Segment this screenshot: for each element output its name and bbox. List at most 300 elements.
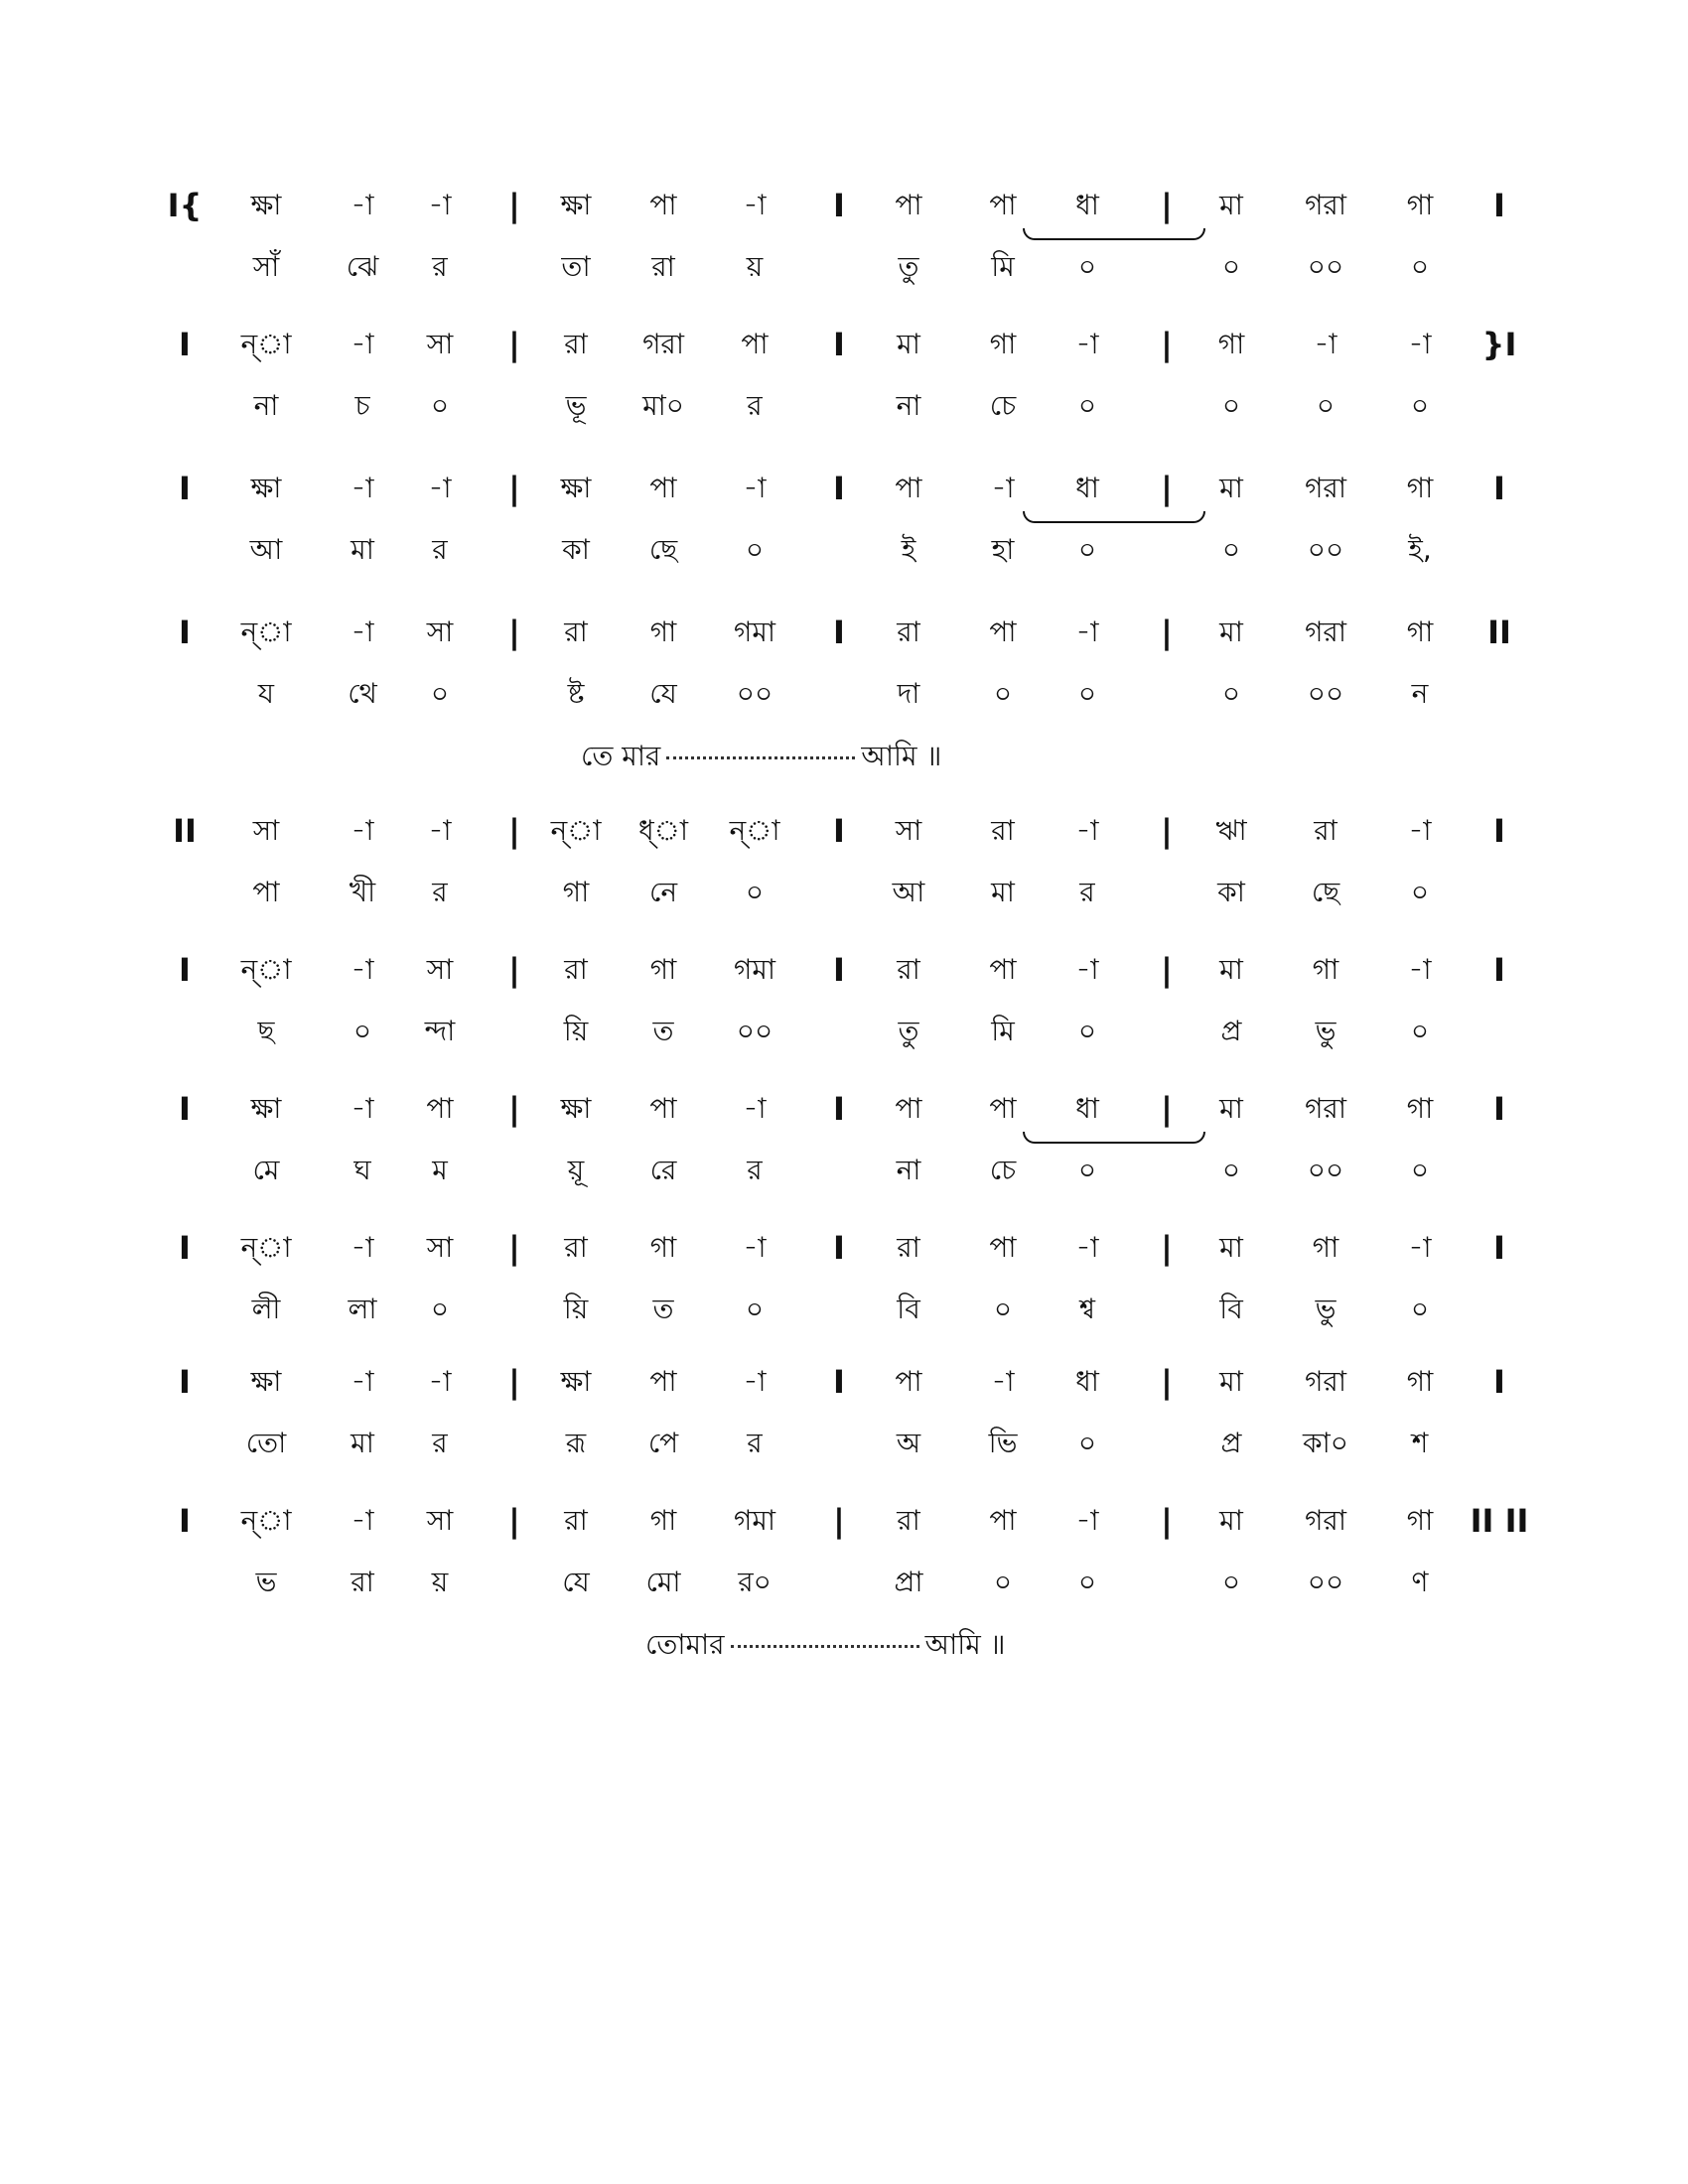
notation-system — [0, 1231, 1688, 1340]
note-cell: পা — [649, 1092, 677, 1125]
note-cell: ন্‌া — [240, 615, 292, 648]
lyric-syllable: ০০ — [1307, 250, 1344, 283]
notation-system — [0, 1092, 1688, 1201]
lyric-syllable: চে — [989, 389, 1017, 422]
lyric-syllable: র — [747, 1154, 763, 1186]
lyric-syllable: দা — [897, 677, 920, 710]
note-cell: ন্‌া — [240, 328, 292, 360]
note-cell: রা — [897, 953, 920, 986]
lyric-syllable: ০ — [1077, 533, 1097, 566]
note-cell: -া — [428, 1365, 452, 1398]
note-cell: রা — [564, 328, 588, 360]
lyric-syllable: ত — [652, 1015, 674, 1047]
note-cell: মা — [1219, 1504, 1243, 1537]
lyric-syllable: কা০ — [1303, 1427, 1348, 1459]
lyric-syllable: ০ — [1221, 533, 1241, 566]
note-cell: পা — [426, 1092, 454, 1125]
lyric-syllable: য — [257, 677, 275, 710]
lyric-syllable: ম — [432, 1154, 448, 1186]
lyric-syllable: যে — [562, 1566, 590, 1598]
note-cell: ধা — [1075, 1092, 1099, 1125]
note-cell: মা — [1219, 1365, 1243, 1398]
lyric-syllable: র — [432, 250, 448, 283]
note-cell: ন্‌া — [550, 814, 602, 847]
note-cell: মা — [1219, 1231, 1243, 1264]
note-cell: গরা — [1305, 472, 1346, 504]
lyric-syllable: চে — [989, 1154, 1017, 1186]
lyric-syllable: য়ি — [563, 1293, 589, 1325]
note-cell: সা — [426, 328, 454, 360]
note-cell: ধা — [1075, 189, 1099, 221]
note-cell: -া — [1314, 328, 1337, 360]
note-cell: -া — [1075, 1504, 1099, 1537]
note-cell: সা — [426, 1504, 454, 1537]
lyric-syllable: প্র — [1220, 1015, 1242, 1047]
system-start-barline: I — [179, 1229, 191, 1267]
system-end-barline: I — [1493, 1090, 1505, 1128]
note-cell: গা — [1406, 1092, 1434, 1125]
lyric-syllable: ০০ — [1307, 1154, 1344, 1186]
note-cell: গা — [649, 953, 677, 986]
lyric-syllable: ০০ — [736, 677, 774, 710]
lyric-syllable: ভ — [255, 1566, 277, 1598]
beat-divider: | — [1161, 187, 1173, 224]
lyric-syllable: র — [432, 1427, 448, 1459]
lyric-syllable: না — [896, 389, 921, 422]
lyric-syllable: র — [432, 533, 448, 566]
note-cell: গরা — [1305, 189, 1346, 221]
lyric-syllable: খী — [349, 876, 376, 908]
system-start-barline: I — [179, 1502, 191, 1540]
beat-divider: | — [508, 1090, 520, 1128]
note-cell: রা — [897, 615, 920, 648]
note-cell: গা — [1406, 189, 1434, 221]
measure-barline: I — [833, 614, 845, 651]
beat-divider: | — [508, 1363, 520, 1401]
refrain-start: তোমার — [645, 1628, 725, 1661]
lyric-syllable: আ — [892, 876, 925, 908]
system-end-barline: I — [1493, 1363, 1505, 1401]
beat-divider: | — [1161, 326, 1173, 363]
note-cell: -া — [351, 328, 374, 360]
lyric-syllable: র — [747, 389, 763, 422]
note-cell: মা — [1219, 189, 1243, 221]
note-cell: পা — [895, 1092, 922, 1125]
note-cell: সা — [895, 814, 922, 847]
note-cell: -া — [991, 1365, 1015, 1398]
beat-divider: | — [508, 1229, 520, 1267]
lyric-syllable: য় — [746, 250, 764, 283]
note-cell: পা — [989, 615, 1017, 648]
lyric-syllable: পে — [647, 1427, 679, 1459]
note-cell: -া — [428, 472, 452, 504]
lyric-syllable: ঝে — [346, 250, 379, 283]
lyric-syllable: বি — [897, 1293, 920, 1325]
lyric-syllable: ০ — [1077, 1566, 1097, 1598]
notation-system — [0, 614, 1688, 772]
note-cell: -া — [428, 814, 452, 847]
measure-barline: I — [833, 1090, 845, 1128]
lyric-syllable: শ্ব — [1079, 1293, 1095, 1325]
lyric-syllable: ০ — [1410, 250, 1430, 283]
beat-divider: | — [508, 1502, 520, 1540]
beat-divider: | — [508, 614, 520, 651]
note-cell: গা — [1312, 1231, 1339, 1264]
refrain-end: আমি ॥ — [924, 1628, 1006, 1661]
system-end-barline: II — [1487, 614, 1511, 651]
lyric-syllable: না — [896, 1154, 921, 1186]
lyric-syllable: ০০ — [1307, 1566, 1344, 1598]
measure-barline: I — [833, 470, 845, 507]
notation-system — [0, 1365, 1688, 1474]
system-end-barline: I — [1493, 470, 1505, 507]
notation-system — [0, 1502, 1688, 1661]
system-start-barline: I — [179, 326, 191, 363]
note-cell: ন্‌া — [240, 1504, 292, 1537]
note-cell: রা — [991, 814, 1015, 847]
notation-system — [0, 472, 1688, 581]
lyric-syllable: না — [253, 389, 279, 422]
note-cell: রা — [897, 1504, 920, 1537]
lyric-syllable: ছে — [1311, 876, 1340, 908]
note-cell: সা — [426, 953, 454, 986]
lyric-syllable: কা — [562, 533, 590, 566]
note-cell: পা — [989, 953, 1017, 986]
lyric-syllable: কা — [1217, 876, 1245, 908]
note-cell: পা — [895, 189, 922, 221]
lyric-syllable: ০ — [745, 533, 765, 566]
note-cell: পা — [989, 1231, 1017, 1264]
note-cell: গা — [649, 1231, 677, 1264]
lyric-syllable: লী — [251, 1293, 281, 1325]
system-end-barline: I — [1493, 1229, 1505, 1267]
beat-divider: | — [508, 326, 520, 363]
note-cell: -া — [1075, 615, 1099, 648]
lyric-syllable: পা — [252, 876, 280, 908]
lyric-syllable: ০ — [745, 1293, 765, 1325]
beat-divider: | — [1161, 1090, 1173, 1128]
note-cell: মা — [1219, 953, 1243, 986]
note-cell: -া — [1408, 953, 1432, 986]
lyric-syllable: ভু — [1315, 1015, 1336, 1047]
lyric-syllable: ০ — [745, 876, 765, 908]
note-cell: ন্‌া — [240, 1231, 292, 1264]
lyric-syllable: যে — [649, 677, 677, 710]
lyric-syllable: ০ — [430, 389, 450, 422]
note-cell: ক্ষা — [560, 1092, 592, 1125]
note-cell: -া — [743, 189, 767, 221]
note-cell: -া — [1075, 953, 1099, 986]
lyric-syllable: ০ — [1221, 1566, 1241, 1598]
lyric-syllable: মা — [351, 1427, 374, 1459]
note-cell: মা — [1219, 1092, 1243, 1125]
note-cell: ধা — [1075, 1365, 1099, 1398]
note-cell: -া — [991, 472, 1015, 504]
note-cell: গা — [989, 328, 1017, 360]
notation-system — [0, 953, 1688, 1062]
system-end-barline: II II — [1470, 1502, 1529, 1540]
notation-system — [0, 814, 1688, 923]
lyric-syllable: ০ — [1077, 1015, 1097, 1047]
note-cell: মা — [897, 328, 920, 360]
lyric-syllable: র — [1079, 876, 1095, 908]
note-cell: গা — [649, 1504, 677, 1537]
lyric-syllable: ০ — [993, 1293, 1013, 1325]
lyric-syllable: ০ — [352, 1015, 372, 1047]
lyric-syllable: রা — [351, 1566, 374, 1598]
note-cell: সা — [252, 814, 280, 847]
note-cell: ক্ষা — [560, 472, 592, 504]
lyric-syllable: রে — [649, 1154, 677, 1186]
dotted-leader — [666, 756, 855, 759]
note-cell: পা — [895, 1365, 922, 1398]
system-start-barline: I — [179, 470, 191, 507]
note-cell: -া — [743, 472, 767, 504]
note-cell: রা — [564, 1504, 588, 1537]
note-cell: ক্ষা — [250, 1365, 282, 1398]
lyric-syllable: ০ — [1077, 250, 1097, 283]
system-end-barline: I — [1493, 951, 1505, 989]
note-cell: রা — [1314, 814, 1337, 847]
system-end-barline: }I — [1481, 326, 1517, 363]
lyric-syllable: প্র — [1220, 1427, 1242, 1459]
lyric-syllable: ন — [1411, 677, 1429, 710]
lyric-syllable: ০ — [993, 677, 1013, 710]
system-end-barline: I — [1493, 812, 1505, 850]
lyric-syllable: য়ি — [563, 1015, 589, 1047]
beat-divider: | — [508, 187, 520, 224]
note-cell: -া — [351, 1231, 374, 1264]
system-start-barline: I — [179, 1363, 191, 1401]
lyric-syllable: মে — [252, 1154, 280, 1186]
note-cell: পা — [741, 328, 769, 360]
lyric-syllable: শ — [1411, 1427, 1429, 1459]
measure-barline: | — [833, 1502, 845, 1540]
measure-barline: I — [833, 812, 845, 850]
note-cell: গমা — [733, 953, 776, 986]
lyric-syllable: মা — [351, 533, 374, 566]
lyric-syllable: মা০ — [642, 389, 684, 422]
note-cell: গা — [1406, 1365, 1434, 1398]
note-cell: -া — [743, 1231, 767, 1264]
note-cell: গরা — [1305, 1365, 1346, 1398]
lyric-syllable: ০ — [1410, 1015, 1430, 1047]
lyric-syllable: ত — [652, 1293, 674, 1325]
note-cell: -া — [1075, 1231, 1099, 1264]
lyric-syllable: মি — [991, 250, 1015, 283]
lyric-syllable: য় — [431, 1566, 449, 1598]
lyric-syllable: লা — [348, 1293, 377, 1325]
note-cell: রা — [564, 1231, 588, 1264]
beat-divider: | — [1161, 1229, 1173, 1267]
note-cell: -া — [1408, 1231, 1432, 1264]
note-cell: ক্ষা — [560, 1365, 592, 1398]
note-cell: -া — [351, 814, 374, 847]
note-cell: পা — [895, 472, 922, 504]
note-cell: -া — [351, 615, 374, 648]
note-cell: -া — [1408, 328, 1432, 360]
lyric-syllable: নে — [648, 876, 678, 908]
lyric-syllable: ০ — [430, 677, 450, 710]
lyric-syllable: ভি — [988, 1427, 1018, 1459]
lyric-syllable: ০ — [1221, 1154, 1241, 1186]
lyric-syllable: ণ — [1411, 1566, 1429, 1598]
note-cell: ধা — [1075, 472, 1099, 504]
system-end-barline: I — [1493, 187, 1505, 224]
lyric-syllable: গা — [562, 876, 590, 908]
lyric-syllable: তু — [898, 1015, 919, 1047]
note-cell: গরা — [1305, 1504, 1346, 1537]
lyric-syllable: হা — [991, 533, 1015, 566]
note-cell: -া — [743, 1092, 767, 1125]
lyric-syllable: তা — [561, 250, 591, 283]
lyric-syllable: ঘ — [353, 1154, 371, 1186]
note-cell: গরা — [1305, 615, 1346, 648]
refrain-line — [645, 1628, 1006, 1662]
lyric-syllable: ই, — [1408, 533, 1432, 566]
lyric-syllable: রা — [651, 250, 675, 283]
note-cell: -া — [1075, 328, 1099, 360]
note-cell: পা — [989, 1092, 1017, 1125]
lyric-syllable: ০ — [1077, 1427, 1097, 1459]
lyric-syllable: তো — [245, 1427, 287, 1459]
note-cell: গা — [1217, 328, 1245, 360]
note-cell: ন্‌া — [240, 953, 292, 986]
lyric-syllable: ০ — [1410, 1293, 1430, 1325]
beat-divider: | — [508, 812, 520, 850]
note-cell: -া — [351, 189, 374, 221]
lyric-syllable: ই — [901, 533, 916, 566]
note-cell: গমা — [733, 1504, 776, 1537]
beat-divider: | — [1161, 812, 1173, 850]
lyric-syllable: বি — [1219, 1293, 1243, 1325]
note-cell: রা — [564, 615, 588, 648]
note-cell: ধ্‌া — [637, 814, 689, 847]
lyric-syllable: ০ — [1077, 389, 1097, 422]
measure-barline: I — [833, 1363, 845, 1401]
note-cell: গমা — [733, 615, 776, 648]
note-cell: পা — [989, 1504, 1017, 1537]
note-cell: -া — [351, 953, 374, 986]
note-cell: গা — [1406, 472, 1434, 504]
measure-barline: I — [833, 1229, 845, 1267]
note-cell: -া — [428, 189, 452, 221]
note-cell: -া — [1408, 814, 1432, 847]
lyric-syllable: ০০ — [1307, 533, 1344, 566]
note-cell: মা — [1219, 615, 1243, 648]
lyric-syllable: ০ — [1410, 1154, 1430, 1186]
lyric-syllable: তু — [898, 250, 919, 283]
lyric-syllable: ০ — [1410, 389, 1430, 422]
note-cell: ক্ষা — [250, 1092, 282, 1125]
note-cell: -া — [351, 1365, 374, 1398]
lyric-syllable: প্রা — [894, 1566, 923, 1598]
lyric-syllable: র — [747, 1427, 763, 1459]
beat-divider: | — [1161, 1363, 1173, 1401]
slur-mark — [1023, 228, 1205, 240]
refrain-start: তে মার — [581, 740, 661, 772]
note-cell: ঋা — [1215, 814, 1247, 847]
beat-divider: | — [1161, 614, 1173, 651]
note-cell: পা — [649, 189, 677, 221]
system-start-barline: I{ — [167, 187, 203, 224]
note-cell: গা — [1406, 1504, 1434, 1537]
lyric-syllable: ভু — [1315, 1293, 1336, 1325]
measure-barline: I — [833, 951, 845, 989]
refrain-end: আমি ॥ — [861, 740, 942, 772]
lyric-syllable: ০ — [430, 1293, 450, 1325]
beat-divider: | — [508, 470, 520, 507]
lyric-syllable: ০ — [1221, 250, 1241, 283]
note-cell: সা — [426, 1231, 454, 1264]
lyric-syllable: ন্দা — [424, 1015, 456, 1047]
system-start-barline: II — [173, 812, 197, 850]
note-cell: মা — [1219, 472, 1243, 504]
lyric-syllable: ০ — [1221, 677, 1241, 710]
note-cell: -া — [351, 1092, 374, 1125]
note-cell: ক্ষা — [250, 472, 282, 504]
lyric-syllable: ০ — [1410, 876, 1430, 908]
lyric-syllable: র — [432, 876, 448, 908]
note-cell: পা — [989, 189, 1017, 221]
lyric-syllable: আ — [249, 533, 283, 566]
note-cell: ক্ষা — [250, 189, 282, 221]
system-start-barline: I — [179, 951, 191, 989]
note-cell: গা — [649, 615, 677, 648]
lyric-syllable: র০ — [738, 1566, 772, 1598]
lyric-syllable: থে — [348, 677, 377, 710]
note-cell: পা — [649, 472, 677, 504]
note-cell: রা — [564, 953, 588, 986]
system-start-barline: I — [179, 1090, 191, 1128]
beat-divider: | — [1161, 470, 1173, 507]
lyric-syllable: ০০ — [1307, 677, 1344, 710]
notation-system — [0, 189, 1688, 298]
refrain-line — [581, 740, 941, 773]
note-cell: গরা — [1305, 1092, 1346, 1125]
lyric-syllable: ছ — [257, 1015, 275, 1047]
lyric-syllable: ০ — [1221, 389, 1241, 422]
lyric-syllable: ০ — [1077, 1154, 1097, 1186]
lyric-syllable: ০ — [993, 1566, 1013, 1598]
lyric-syllable: চ — [354, 389, 370, 422]
system-start-barline: I — [179, 614, 191, 651]
note-cell: সা — [426, 615, 454, 648]
note-cell: -া — [351, 1504, 374, 1537]
note-cell: গরা — [642, 328, 684, 360]
lyric-syllable: ০ — [1077, 677, 1097, 710]
slur-mark — [1023, 1132, 1205, 1144]
note-cell: পা — [649, 1365, 677, 1398]
measure-barline: I — [833, 187, 845, 224]
lyric-syllable: য়ূ — [567, 1154, 585, 1186]
note-cell: ন্‌া — [729, 814, 780, 847]
beat-divider: | — [1161, 951, 1173, 989]
lyric-syllable: ভূ — [565, 389, 587, 422]
lyric-syllable: সাঁ — [252, 250, 280, 283]
note-cell: -া — [1075, 814, 1099, 847]
lyric-syllable: মা — [991, 876, 1015, 908]
notation-system — [0, 328, 1688, 437]
note-cell: গা — [1312, 953, 1339, 986]
note-cell: -া — [351, 472, 374, 504]
slur-mark — [1023, 511, 1205, 523]
lyric-syllable: ষ্ট — [567, 677, 585, 710]
note-cell: -া — [743, 1365, 767, 1398]
lyric-syllable: মি — [991, 1015, 1015, 1047]
lyric-syllable: অ — [896, 1427, 921, 1459]
note-cell: রা — [897, 1231, 920, 1264]
